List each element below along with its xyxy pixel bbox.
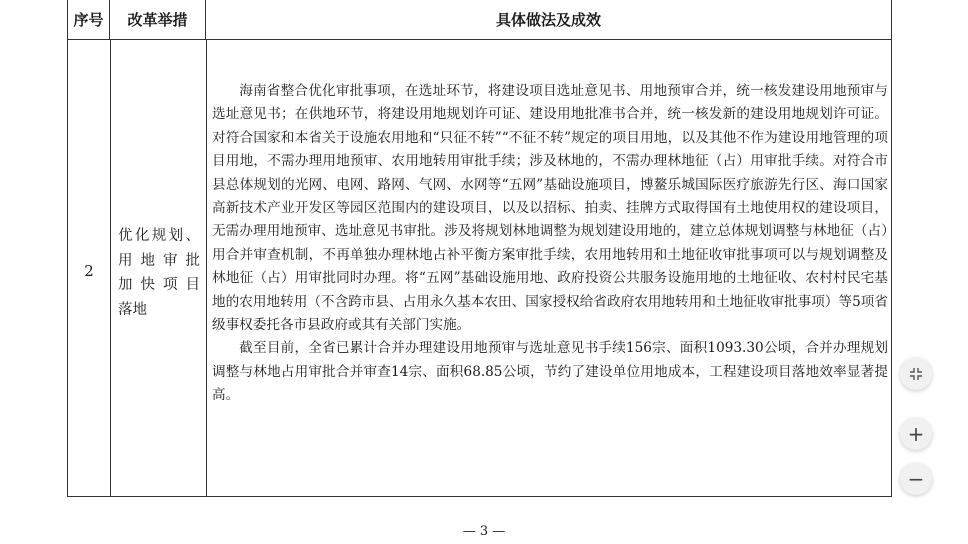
header-seq: 序号 bbox=[68, 0, 110, 40]
page-number: — 3 — bbox=[462, 524, 506, 539]
fit-page-icon bbox=[909, 367, 923, 381]
reform-table bbox=[67, 0, 892, 497]
row-detail bbox=[212, 80, 888, 408]
minus-icon: − bbox=[907, 467, 925, 491]
zoom-out-button[interactable] bbox=[900, 463, 932, 495]
fit-page-button[interactable] bbox=[900, 358, 932, 390]
zoom-in-button[interactable] bbox=[900, 418, 932, 450]
header-detail: 具体做法及成效 bbox=[206, 0, 891, 40]
column-divider bbox=[206, 40, 207, 496]
detail-paragraph: 截至目前，全省已累计合并办理建设用地预审与选址意见书手续156宗、面积1093.30公顷，合并办理规划调整与林地占用审批合并审查14宗、面积68.85公顷，节约了建设单位用地成本，工程建设项目落地效率显著提高。 bbox=[212, 340, 888, 404]
measure-line: 优化规划、 bbox=[118, 228, 200, 244]
measure-line: 加快项目 bbox=[118, 277, 200, 293]
plus-icon: + bbox=[907, 422, 925, 446]
measure-line: 用地审批 bbox=[118, 252, 200, 269]
measure-line: 落地 bbox=[118, 301, 147, 318]
column-divider bbox=[110, 40, 111, 496]
detail-paragraph: 海南省整合优化审批事项，在选址环节，将建设项目选址意见书、用地预审合并，统一核发建设用地预审与选址意见书；在供地环节，将建设用地规划许可证、建设用地批准书合并，统一核发新的建设用地规划许可证。对符合国家和本省关于设施农用地和“只征不转”“不征不转”规定的项目用地，以及其他不作为建设用地管理的项目用地，不需办理用地预审、农用地转用审批手续；涉及林地的，不需办理林地征（占）用审批手续。对符合市县总体规划的光网、电网、路网、气网、水网等“五网”基础设施项目，博鳌乐城国际医疗旅游先行区、海口国家高新技术产业开发区等园区范围内的建设项目，以及以招标、拍卖、挂牌方式取得国有土地使用权的建设项目，无需办理用地预审、选址意见书审批。涉及将规划林地调整为规划建设用地的，建立总体规划调整与林地征（占）用合并审查机制，不再单独办理林地占补平衡方案审批手续，农用地转用和土地征收审批事项可以与规划调整及林地征（占）用审批同时办理。将“五网”基础设施用地、政府投资公共服务设施用地的土地征收、农村村民宅基地的农用地转用（不含跨市县、占用永久基本农田、国家授权给省政府农用地转用和土地征收审批事项）等5项省级事权委托各市县政府或其有关部门实施。 bbox=[212, 83, 888, 334]
row-seq: 2 bbox=[84, 262, 94, 280]
header-measure: 改革举措 bbox=[110, 0, 206, 40]
row-measure bbox=[118, 224, 200, 322]
